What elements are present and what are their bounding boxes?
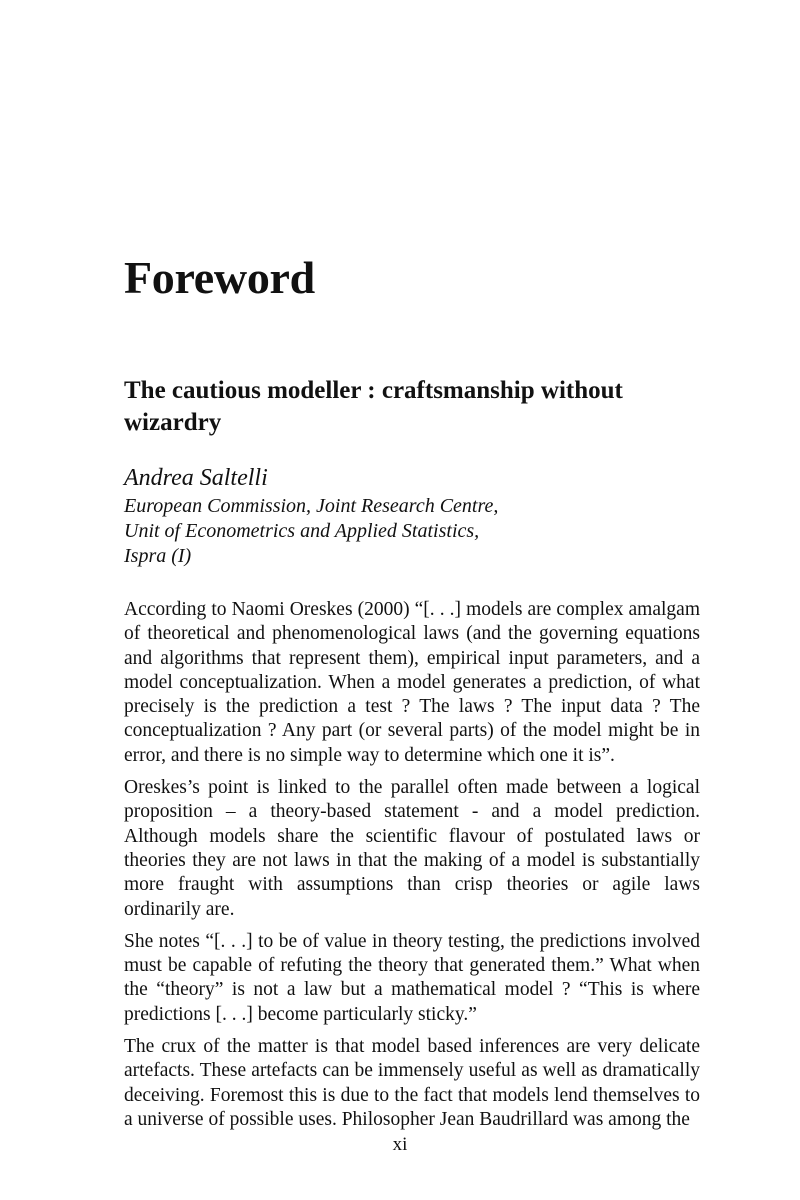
body-text bbox=[124, 598, 700, 1140]
affiliation-line: European Commission, Joint Research Centre, bbox=[124, 495, 499, 517]
paragraph: Oreskes’s point is linked to the parallel often made between a logical proposition – a theory-based statement - and a model prediction. Although models share the scientific flavour of postulated laws or theories they are not laws in that the making of a model is substantially more fraught with assumptions than crisp theories or agile laws ordinarily are. bbox=[124, 777, 700, 920]
affiliation-line: Ispra (I) bbox=[124, 545, 192, 567]
author-name: Andrea Saltelli bbox=[124, 465, 268, 491]
affiliation-line: Unit of Econometrics and Applied Statistics, bbox=[124, 520, 480, 542]
section-title: The cautious modeller : craftsmanship without wizardry bbox=[124, 377, 623, 436]
paragraph: She notes “[. . .] to be of value in theory testing, the predictions involved must be capable of refuting the theory that generated them.” What when the “theory” is not a law but a mathematical model ? “This is where predictions [. . .] become particularly sticky.” bbox=[124, 930, 700, 1025]
chapter-title: Foreword bbox=[124, 252, 315, 303]
paragraph: According to Naomi Oreskes (2000) “[. . .] models are complex amalgam of theoretical and phenomenological laws (and the governing equations and algorithms that represent them), empirical input parameters, and a model conceptualization. When a model generates a prediction, of what precisely is the prediction a test ? The laws ? The input data ? The conceptualization ? Any part (or several parts) of the model might be in error, and there is no simple way to determine which one it is”. bbox=[124, 599, 700, 766]
paragraph: The crux of the matter is that model based inferences are very delicate artefacts. These artefacts can be immensely useful as well as dramatically deceiving. Foremost this is due to the fact that models lend themselves to a universe of possible uses. Philosopher Jean Baudrillard was among the bbox=[124, 1036, 700, 1130]
page-number: xi bbox=[392, 1134, 408, 1155]
author-block bbox=[124, 463, 684, 569]
